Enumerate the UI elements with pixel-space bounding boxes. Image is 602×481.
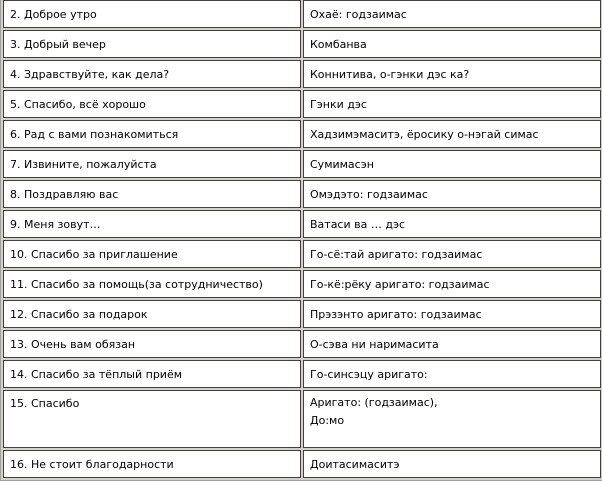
- japanese-phrase-cell: [303, 60, 601, 88]
- table-row: [3, 90, 601, 118]
- japanese-phrase-cell: [303, 90, 601, 118]
- japanese-phrase-cell: [303, 180, 601, 208]
- russian-phrase-cell: 2. Доброе утро: [3, 0, 301, 28]
- table-row: [3, 120, 601, 148]
- table-row: [3, 150, 601, 178]
- japanese-phrase-line: Го-сё:тай аригато: годзаимас: [310, 247, 483, 261]
- japanese-phrase-cell: [303, 210, 601, 238]
- japanese-phrase-line: Гэнки дэс: [310, 97, 367, 111]
- russian-phrase-cell: 10. Спасибо за приглашение: [3, 240, 301, 268]
- japanese-phrase-line: Прэзэнто аригато: годзаимас: [310, 307, 482, 321]
- phrase-table-body: [3, 0, 601, 478]
- japanese-phrase-line: Хадзимэмаситэ, ёросику о-нэгай симас: [310, 127, 539, 141]
- japanese-phrase-line: Охаё: годзаимас: [310, 7, 407, 21]
- japanese-phrase-line: Комбанва: [310, 37, 367, 51]
- japanese-phrase-cell: [303, 30, 601, 58]
- japanese-phrase-cell: [303, 120, 601, 148]
- japanese-phrase-line: Го-синсэцу аригато:: [310, 367, 428, 381]
- japanese-phrase-line: До:мо: [310, 414, 345, 427]
- russian-phrase-cell: 12. Спасибо за подарок: [3, 300, 301, 328]
- table-row: [3, 390, 601, 448]
- table-row: [3, 180, 601, 208]
- russian-phrase-cell: 11. Спасибо за помощь(за сотрудничество): [3, 270, 301, 298]
- russian-phrase-cell: 3. Добрый вечер: [3, 30, 301, 58]
- russian-phrase-cell: 5. Спасибо, всё хорошо: [3, 90, 301, 118]
- table-row: [3, 450, 601, 478]
- russian-phrase-cell: 7. Извините, пожалуйста: [3, 150, 301, 178]
- japanese-phrase-cell: [303, 300, 601, 328]
- japanese-phrase-cell: [303, 240, 601, 268]
- table-row: [3, 330, 601, 358]
- table-row: [3, 300, 601, 328]
- japanese-phrase-cell: [303, 390, 601, 448]
- japanese-phrase-line: Доитасимаситэ: [310, 457, 400, 471]
- japanese-phrase-line: О-сэва ни наримасита: [310, 337, 439, 351]
- japanese-phrase-cell: [303, 450, 601, 478]
- japanese-phrase-cell: [303, 330, 601, 358]
- russian-phrase-cell: 16. Не стоит благодарности: [3, 450, 301, 478]
- russian-phrase-cell: 15. Спасибо: [3, 390, 301, 448]
- japanese-phrase-cell: [303, 360, 601, 388]
- russian-phrase-cell: 4. Здравствуйте, как дела?: [3, 60, 301, 88]
- japanese-phrase-line: Омэдэто: годзаимас: [310, 187, 428, 201]
- japanese-phrase-cell: [303, 150, 601, 178]
- russian-phrase-cell: 6. Рад с вами познакомиться: [3, 120, 301, 148]
- japanese-phrase-line: Сумимасэн: [310, 157, 374, 171]
- japanese-phrase-line: Го-кё:рёку аригато: годзаимас: [310, 277, 490, 291]
- russian-phrase-cell: 14. Спасибо за тёплый приём: [3, 360, 301, 388]
- table-row: [3, 30, 601, 58]
- japanese-phrase-cell: [303, 0, 601, 28]
- japanese-phrase-line: Коннитива, о-гэнки дэс ка?: [310, 67, 470, 81]
- table-row: [3, 270, 601, 298]
- japanese-phrase-line: Аригато: (годзаимас),: [310, 396, 438, 409]
- russian-phrase-cell: 13. Очень вам обязан: [3, 330, 301, 358]
- table-row: [3, 240, 601, 268]
- table-row: [3, 360, 601, 388]
- russian-phrase-cell: 9. Меня зовут…: [3, 210, 301, 238]
- japanese-phrase-line: Ватаси ва … дэс: [310, 217, 406, 231]
- japanese-phrase-cell: [303, 270, 601, 298]
- table-row: [3, 60, 601, 88]
- table-row: [3, 210, 601, 238]
- russian-phrase-cell: 8. Поздравляю вас: [3, 180, 301, 208]
- table-row: [3, 0, 601, 28]
